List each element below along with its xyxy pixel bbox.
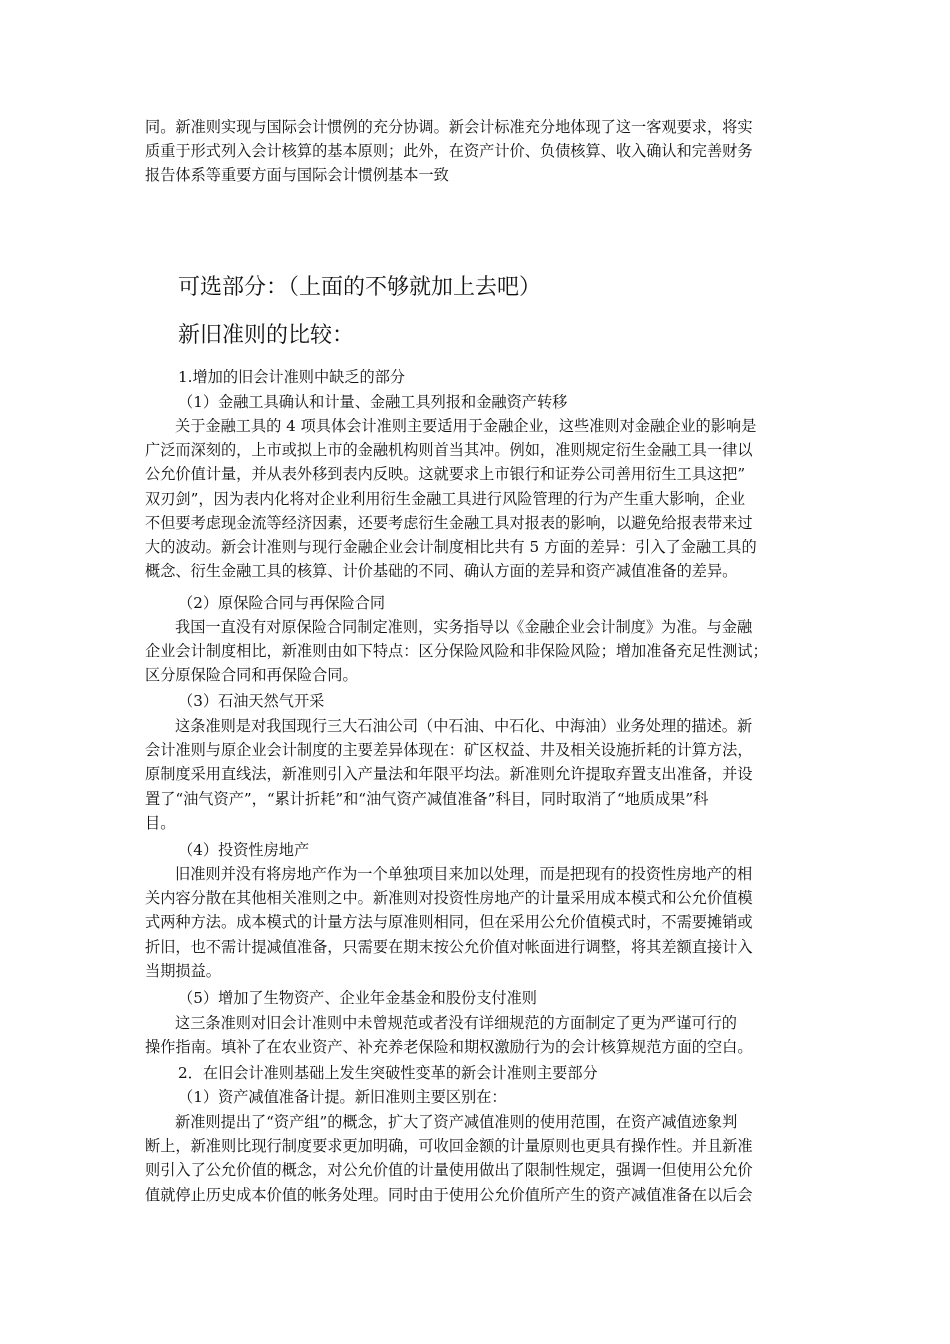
item-5-title: （5）增加了生物资产、企业年金基金和股份支付准则 — [178, 989, 537, 1007]
text-line: 旧准则并没有将房地产作为一个单独项目来加以处理，而是把现有的投资性房地产的相 — [175, 865, 753, 883]
text-line: 大的波动。新会计准则与现行金融企业会计制度相比共有 5 方面的差异：引入了金融工具的 — [145, 537, 757, 556]
text-line: 置了“油气资产”，“累计折耗”和“油气资产减值准备”科目，同时取消了“地质成果”科 — [145, 789, 709, 808]
text-line: 广泛而深刻的，上市或拟上市的金融机构则首当其冲。例如，准则规定衍生金融工具一律以 — [145, 441, 753, 460]
text-line: 区分原保险合同和再保险合同。 — [145, 666, 358, 685]
text-line: 质重于形式列入会计核算的基本原则；此外，在资产计价、负债核算、收入确认和完善财务 — [145, 142, 753, 161]
text-line: 关内容分散在其他相关准则之中。新准则对投资性房地产的计量采用成本模式和公允价值模 — [145, 889, 753, 908]
text-line: 这条准则是对我国现行三大石油公司（中石油、中石化、中海油）业务处理的描述。新 — [175, 717, 753, 735]
text-line: 关于金融工具的 4 项具体会计准则主要适用于金融企业，这些准则对金融企业的影响是 — [175, 417, 757, 435]
heading-comparison: 新旧准则的比较： — [178, 323, 355, 348]
text-line: 同。新准则实现与国际会计惯例的充分协调。新会计标准充分地体现了这一客观要求，将实 — [145, 118, 753, 136]
text-line: 公允价值计量，并从表外移到表内反映。这就要求上市银行和证券公司善用衍生工具这把” — [145, 465, 746, 484]
item-3-paragraph — [145, 714, 809, 835]
section-2-title: 2．在旧会计准则基础上发生突破性变革的新会计准则主要部分 — [178, 1064, 598, 1082]
text-line: 原制度采用直线法，新准则引入产量法和年限平均法。新准则允许提取弃置支出准备，并设 — [145, 765, 753, 784]
item-3-title: （3）石油天然气开采 — [178, 692, 325, 710]
text-line: 概念、衍生金融工具的核算、计价基础的不同、确认方面的差异和资产减值准备的差异。 — [145, 562, 738, 581]
item-4-paragraph — [145, 862, 809, 983]
item-6-title: （1）资产减值准备计提。新旧准则主要区别在： — [178, 1088, 507, 1106]
text-line: 当期损益。 — [145, 961, 221, 980]
text-line: 不但要考虑现金流等经济因素，还要考虑衍生金融工具对报表的影响，以避免给报表带来过 — [145, 513, 753, 532]
text-line: 则引入了公允价值的概念，对公允价值的计量使用做出了限制性规定，强调一但使用公允价 — [145, 1161, 753, 1180]
text-line: 报告体系等重要方面与国际会计惯例基本一致 — [145, 166, 449, 185]
text-line: 我国一直没有对原保险合同制定准则，实务指导以《金融企业会计制度》为准。与金融 — [175, 618, 753, 636]
text-line: 式两种方法。成本模式的计量方法与原准则相同，但在采用公允价值模式时，不需要摊销或 — [145, 913, 753, 932]
text-line: 目。 — [145, 813, 176, 832]
item-1-title: （1）金融工具确认和计量、金融工具列报和金融资产转移 — [178, 393, 568, 411]
text-line: 操作指南。填补了在农业资产、补充养老保险和期权激励行为的会计核算规范方面的空白。 — [145, 1038, 753, 1057]
text-line: 双刃剑”，因为表内化将对企业利用衍生金融工具进行风险管理的行为产生重大影响，企业 — [145, 489, 746, 508]
item-2-paragraph — [145, 615, 809, 688]
item-4-title: （4）投资性房地产 — [178, 841, 310, 859]
text-line: 断上，新准则比现行制度要求更加明确，可收回金额的计量原则也更具有操作性。并且新准 — [145, 1137, 753, 1156]
heading-optional-section: 可选部分：（上面的不够就加上去吧） — [178, 275, 542, 300]
text-line: 值就停止历史成本价值的帐务处理。同时由于使用公允价值所产生的资产减值准备在以后会 — [145, 1185, 753, 1204]
item-2-title: （2）原保险合同与再保险合同 — [178, 594, 386, 612]
section-1-title: 1.增加的旧会计准则中缺乏的部分 — [178, 368, 406, 386]
item-5-paragraph — [145, 1011, 809, 1059]
item-1-paragraph — [145, 414, 809, 583]
text-line: 新准则提出了“资产组”的概念，扩大了资产减值准则的使用范围，在资产减值迹象判 — [175, 1113, 738, 1131]
text-line: 折旧，也不需计提减值准备，只需要在期末按公允价值对帐面进行调整，将其差额直接计入 — [145, 937, 753, 956]
intro-paragraph — [145, 115, 809, 188]
text-line: 这三条准则对旧会计准则中未曾规范或者没有详细规范的方面制定了更为严谨可行的 — [175, 1014, 737, 1032]
item-6-paragraph — [145, 1110, 809, 1207]
text-line: 会计准则与原企业会计制度的主要差异体现在：矿区权益、井及相关设施折耗的计算方法， — [145, 741, 753, 760]
text-line: 企业会计制度相比，新准则由如下特点：区分保险风险和非保险风险；增加准备充足性测试； — [145, 642, 768, 661]
